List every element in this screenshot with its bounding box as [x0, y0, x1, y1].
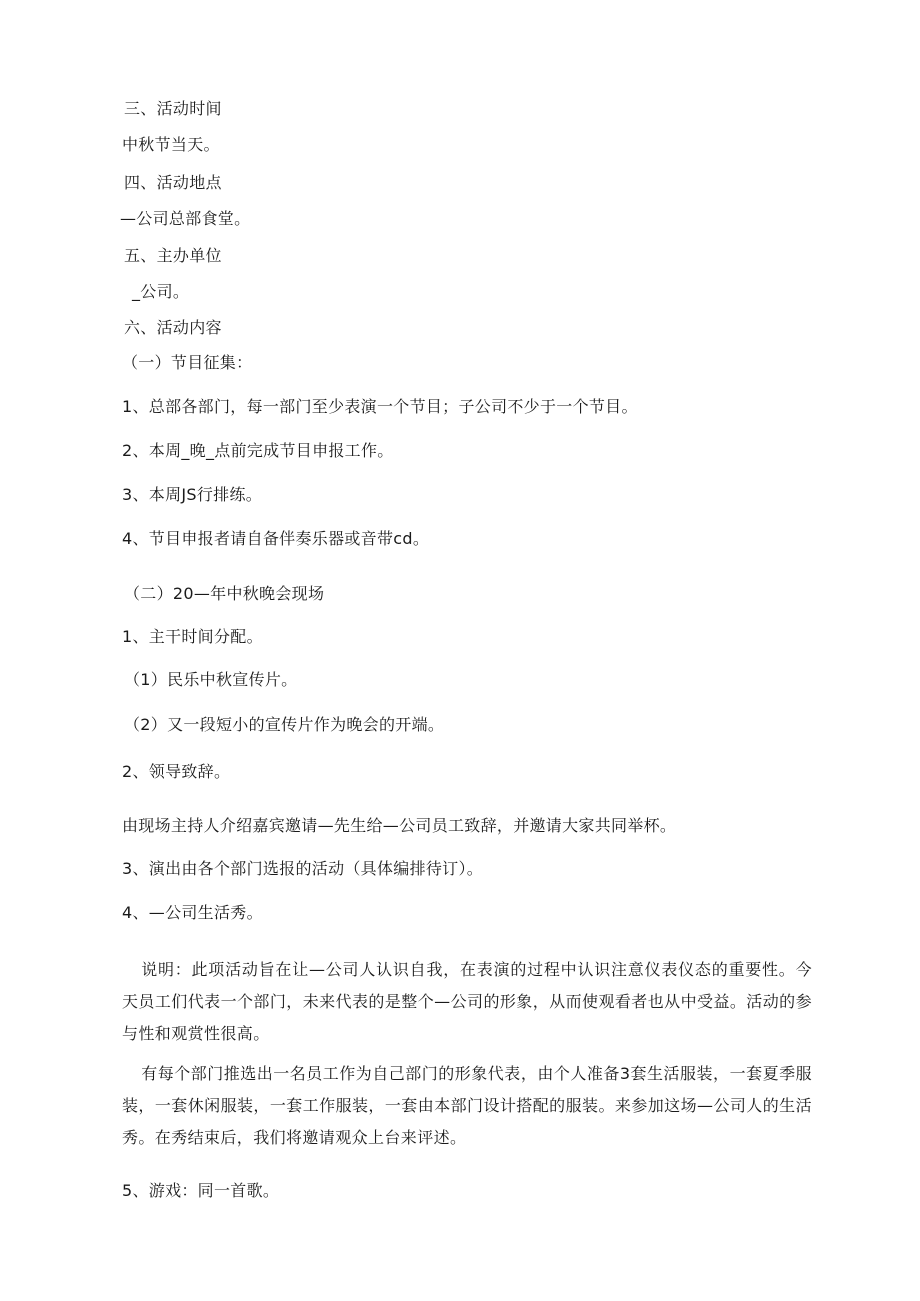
part2-item: （2）又一段短小的宣传片作为晚会的开端。: [124, 715, 445, 734]
part1-item: 3、本周JS行排练。: [122, 485, 263, 504]
part1-item: 4、节目申报者请自备伴奏乐器或音带cd。: [122, 529, 430, 548]
part2-item: 2、领导致辞。: [122, 762, 231, 781]
section-text-organizer: _公司。: [132, 282, 190, 301]
part2-item: 由现场主持人介绍嘉宾邀请—先生给—公司员工致辞，并邀请大家共同举杯。: [122, 816, 677, 835]
section-heading-location: 四、活动地点: [124, 173, 222, 192]
section-text-location: —公司总部食堂。: [120, 209, 251, 228]
explanation-paragraph: 说明：此项活动旨在让—公司人认识自我，在表演的过程中认识注意仪表仪态的重要性。今天员工们代表一个部门，未来代表的是整个—公司的形象，从而使观看者也从中受益。活动的参与性和观赏性很高。: [122, 960, 812, 1043]
part2-item: 3、演出由各个部门选报的活动（具体编排待订）。: [122, 859, 484, 878]
part2-item-5: 5、游戏：同一首歌。: [122, 1181, 280, 1200]
part1-item: 2、本周_晚_点前完成节目申报工作。: [122, 441, 394, 460]
part1-item: 1、总部各部门，每一部门至少表演一个节目；子公司不少于一个节目。: [122, 397, 638, 416]
part2-item: （1）民乐中秋宣传片。: [124, 670, 298, 689]
part2-item: 4、—公司生活秀。: [122, 903, 263, 922]
section-heading-content: 六、活动内容: [124, 318, 222, 337]
part2-item: 1、主干时间分配。: [122, 627, 263, 646]
part2-title: （二）20—年中秋晚会现场: [124, 584, 325, 603]
part1-title: （一）节目征集：: [122, 353, 253, 372]
arrangement-paragraph: 有每个部门推选出一名员工作为自己部门的形象代表，由个人准备3套生活服装，一套夏季服装，一套休闲服装，一套工作服装，一套由本部门设计搭配的服装。来参加这场—公司人的生活秀。在秀结束后，我们将邀请观众上台来评述。: [122, 1064, 812, 1147]
section-heading-time: 三、活动时间: [124, 99, 222, 118]
section-text-time: 中秋节当天。: [122, 135, 220, 154]
section-heading-organizer: 五、主办单位: [124, 246, 222, 265]
